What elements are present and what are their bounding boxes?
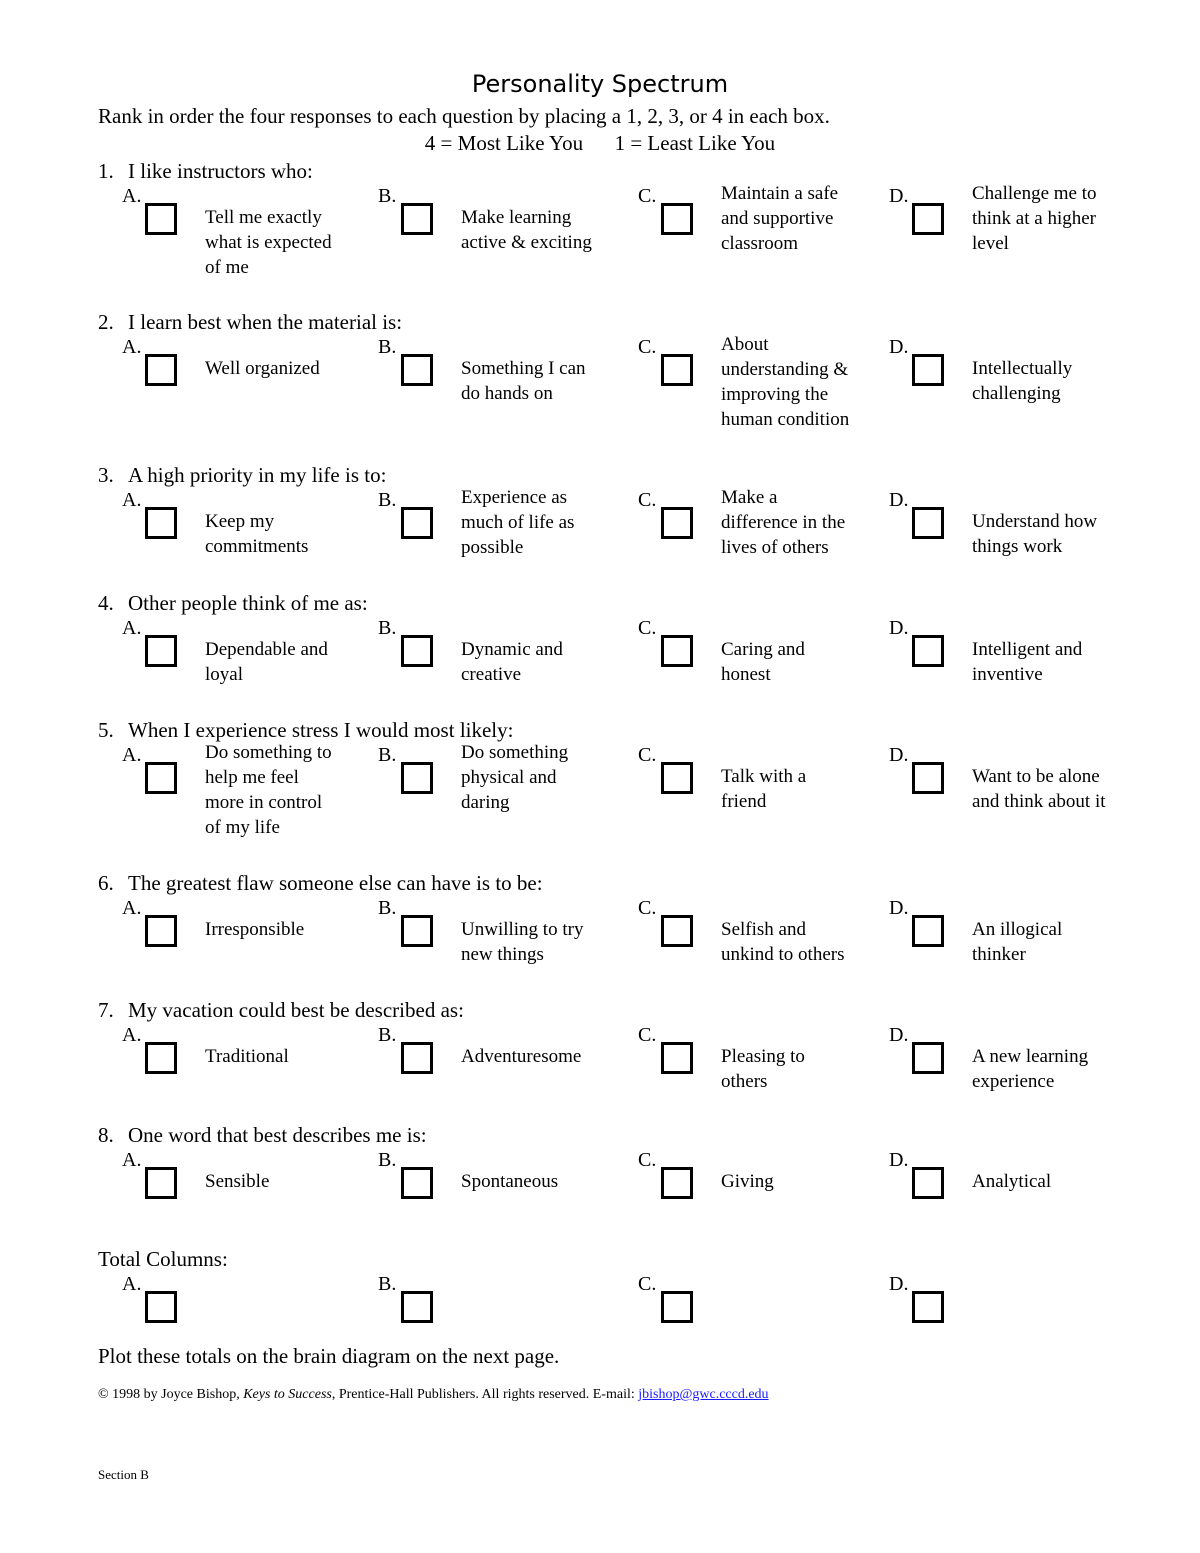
option-label: Do something physical and daring bbox=[461, 742, 569, 813]
instructions: Rank in order the four responses to each question by placing a 1, 2, 3, or 4 in each box. bbox=[98, 104, 830, 128]
rank-box-q6-c[interactable] bbox=[661, 915, 693, 947]
option-label: An illogical thinker bbox=[972, 919, 1063, 965]
rank-box-q8-a[interactable] bbox=[145, 1167, 177, 1199]
option-label: Tell me exactly what is expected of me bbox=[205, 207, 332, 278]
option-label: Intelligent and inventive bbox=[972, 639, 1083, 685]
option-label: Sensible bbox=[205, 1171, 270, 1192]
rank-box-q2-d[interactable] bbox=[912, 354, 944, 386]
option-row bbox=[98, 185, 1118, 315]
option-label: Make learning active & exciting bbox=[461, 207, 592, 253]
option-label: Keep my commitments bbox=[205, 511, 309, 557]
option-label: Pleasing to others bbox=[721, 1046, 805, 1092]
rank-box-q1-c[interactable] bbox=[661, 203, 693, 235]
option-label: Unwilling to try new things bbox=[461, 919, 584, 965]
option-label: Something I can do hands on bbox=[461, 358, 586, 404]
rank-box-q5-d[interactable] bbox=[912, 762, 944, 794]
option-letter: A. bbox=[122, 1149, 142, 1171]
question-text bbox=[98, 159, 1118, 185]
option-letter: C. bbox=[638, 489, 657, 511]
option-label: Spontaneous bbox=[461, 1171, 559, 1192]
rank-box-q3-c[interactable] bbox=[661, 507, 693, 539]
option-letter: D. bbox=[889, 336, 909, 358]
option-label: Make a difference in the lives of others bbox=[721, 487, 846, 558]
option-label: Well organized bbox=[205, 358, 320, 379]
rank-box-q7-b[interactable] bbox=[401, 1042, 433, 1074]
question-prompt: The greatest flaw someone else can have is to be: bbox=[128, 871, 543, 895]
question-number: 7. bbox=[98, 998, 114, 1022]
question-prompt: I like instructors who: bbox=[128, 159, 313, 183]
rank-box-q5-c[interactable] bbox=[661, 762, 693, 794]
rank-box-q4-b[interactable] bbox=[401, 635, 433, 667]
rank-box-q1-b[interactable] bbox=[401, 203, 433, 235]
total-box-c[interactable] bbox=[661, 1291, 693, 1323]
option-letter: B. bbox=[378, 744, 397, 766]
option-label: Irresponsible bbox=[205, 919, 305, 940]
option-label: Want to be alone and think about it bbox=[972, 766, 1106, 812]
email-link[interactable]: jbishop@gwc.cccd.edu bbox=[638, 1387, 769, 1402]
question-text bbox=[98, 310, 1118, 336]
option-letter: A. bbox=[122, 185, 142, 207]
option-letter: D. bbox=[889, 489, 909, 511]
option-letter: B. bbox=[378, 336, 397, 358]
option-letter: B. bbox=[378, 1149, 397, 1171]
section-label: Section B bbox=[98, 1467, 149, 1482]
rank-box-q1-d[interactable] bbox=[912, 203, 944, 235]
totals-section bbox=[98, 1247, 1118, 1343]
option-letter: A. bbox=[122, 897, 142, 919]
option-letter: A. bbox=[122, 617, 142, 639]
question-number: 3. bbox=[98, 463, 114, 487]
rank-box-q7-c[interactable] bbox=[661, 1042, 693, 1074]
option-row bbox=[98, 336, 1118, 466]
page-title: Personality Spectrum bbox=[471, 70, 729, 98]
rank-box-q7-a[interactable] bbox=[145, 1042, 177, 1074]
option-letter: C. bbox=[638, 744, 657, 766]
option-label: Adventuresome bbox=[461, 1046, 582, 1067]
question-text bbox=[98, 1123, 1118, 1149]
rank-box-q8-c[interactable] bbox=[661, 1167, 693, 1199]
rank-box-q3-d[interactable] bbox=[912, 507, 944, 539]
option-letter: B. bbox=[378, 1273, 397, 1295]
book-title: Keys to Success bbox=[243, 1387, 332, 1402]
option-letter: B. bbox=[378, 897, 397, 919]
rank-box-q2-a[interactable] bbox=[145, 354, 177, 386]
question-prompt: When I experience stress I would most likely: bbox=[128, 718, 514, 742]
option-label: Challenge me to think at a higher level bbox=[972, 183, 1097, 254]
rank-box-q5-a[interactable] bbox=[145, 762, 177, 794]
option-label: Do something to help me feel more in control of my life bbox=[205, 742, 332, 838]
option-label: Maintain a safe and supportive classroom bbox=[721, 183, 839, 254]
option-letter: D. bbox=[889, 897, 909, 919]
option-letter: C. bbox=[638, 1149, 657, 1171]
option-letter: A. bbox=[122, 1024, 142, 1046]
option-letter: D. bbox=[889, 1273, 909, 1295]
question-text bbox=[98, 871, 1118, 897]
rank-box-q4-c[interactable] bbox=[661, 635, 693, 667]
question-prompt: My vacation could best be described as: bbox=[128, 998, 464, 1022]
option-letter: C. bbox=[638, 1273, 657, 1295]
plot-instruction: Plot these totals on the brain diagram on the next page. bbox=[98, 1344, 560, 1368]
rating-scale: 4 = Most Like You 1 = Least Like You bbox=[424, 131, 776, 155]
option-letter: D. bbox=[889, 1149, 909, 1171]
question-2 bbox=[98, 310, 1118, 466]
rank-box-q8-b[interactable] bbox=[401, 1167, 433, 1199]
question-number: 4. bbox=[98, 591, 114, 615]
rank-box-q7-d[interactable] bbox=[912, 1042, 944, 1074]
rank-box-q4-a[interactable] bbox=[145, 635, 177, 667]
question-prompt: One word that best describes me is: bbox=[128, 1123, 427, 1147]
total-box-b[interactable] bbox=[401, 1291, 433, 1323]
option-label: Dependable and loyal bbox=[205, 639, 328, 685]
copyright-prefix: © 1998 by Joyce Bishop, bbox=[98, 1387, 244, 1402]
option-letter: C. bbox=[638, 617, 657, 639]
option-label: Intellectually challenging bbox=[972, 358, 1073, 404]
question-number: 1. bbox=[98, 159, 114, 183]
total-box-d[interactable] bbox=[912, 1291, 944, 1323]
option-letter: D. bbox=[889, 1024, 909, 1046]
question-number: 8. bbox=[98, 1123, 114, 1147]
question-1 bbox=[98, 159, 1118, 315]
option-label: Caring and honest bbox=[721, 639, 805, 685]
option-letter: D. bbox=[889, 185, 909, 207]
option-label: Traditional bbox=[205, 1046, 289, 1067]
option-label: A new learning experience bbox=[972, 1046, 1089, 1092]
total-box-a[interactable] bbox=[145, 1291, 177, 1323]
question-prompt: Other people think of me as: bbox=[128, 591, 368, 615]
option-letter: A. bbox=[122, 336, 142, 358]
question-text bbox=[98, 591, 1118, 617]
option-label: Talk with a friend bbox=[721, 766, 807, 812]
option-letter: B. bbox=[378, 489, 397, 511]
totals-heading: Total Columns: bbox=[98, 1247, 228, 1271]
rank-box-q1-a[interactable] bbox=[145, 203, 177, 235]
option-letter: C. bbox=[638, 185, 657, 207]
option-letter: C. bbox=[638, 1024, 657, 1046]
option-label: Giving bbox=[721, 1171, 774, 1192]
option-letter: A. bbox=[122, 489, 142, 511]
option-letter: D. bbox=[889, 744, 909, 766]
question-number: 6. bbox=[98, 871, 114, 895]
rank-box-q3-a[interactable] bbox=[145, 507, 177, 539]
rank-box-q6-b[interactable] bbox=[401, 915, 433, 947]
rank-box-q4-d[interactable] bbox=[912, 635, 944, 667]
rank-box-q3-b[interactable] bbox=[401, 507, 433, 539]
question-text bbox=[98, 998, 1118, 1024]
rank-box-q6-d[interactable] bbox=[912, 915, 944, 947]
option-label: Analytical bbox=[972, 1171, 1052, 1192]
option-letter: B. bbox=[378, 185, 397, 207]
question-number: 5. bbox=[98, 718, 114, 742]
rank-box-q6-a[interactable] bbox=[145, 915, 177, 947]
option-label: Selfish and unkind to others bbox=[721, 919, 845, 965]
option-letter: B. bbox=[378, 617, 397, 639]
copyright-line bbox=[98, 1387, 769, 1403]
option-letter: C. bbox=[638, 897, 657, 919]
option-letter: C. bbox=[638, 336, 657, 358]
option-letter: D. bbox=[889, 617, 909, 639]
rank-box-q8-d[interactable] bbox=[912, 1167, 944, 1199]
option-letter: A. bbox=[122, 744, 142, 766]
question-5 bbox=[98, 718, 1118, 874]
rank-box-q2-b[interactable] bbox=[401, 354, 433, 386]
option-letter: A. bbox=[122, 1273, 142, 1295]
option-letter: B. bbox=[378, 1024, 397, 1046]
option-label: About understanding & improving the human condition bbox=[721, 334, 850, 430]
question-prompt: A high priority in my life is to: bbox=[128, 463, 387, 487]
question-number: 2. bbox=[98, 310, 114, 334]
option-row bbox=[98, 744, 1118, 874]
question-prompt: I learn best when the material is: bbox=[128, 310, 403, 334]
rank-box-q5-b[interactable] bbox=[401, 762, 433, 794]
copyright-suffix: , Prentice-Hall Publishers. All rights reserved. E-mail: bbox=[331, 1387, 639, 1402]
option-label: Experience as much of life as possible bbox=[461, 487, 575, 558]
rank-box-q2-c[interactable] bbox=[661, 354, 693, 386]
option-label: Understand how things work bbox=[972, 511, 1098, 557]
option-label: Dynamic and creative bbox=[461, 639, 563, 685]
